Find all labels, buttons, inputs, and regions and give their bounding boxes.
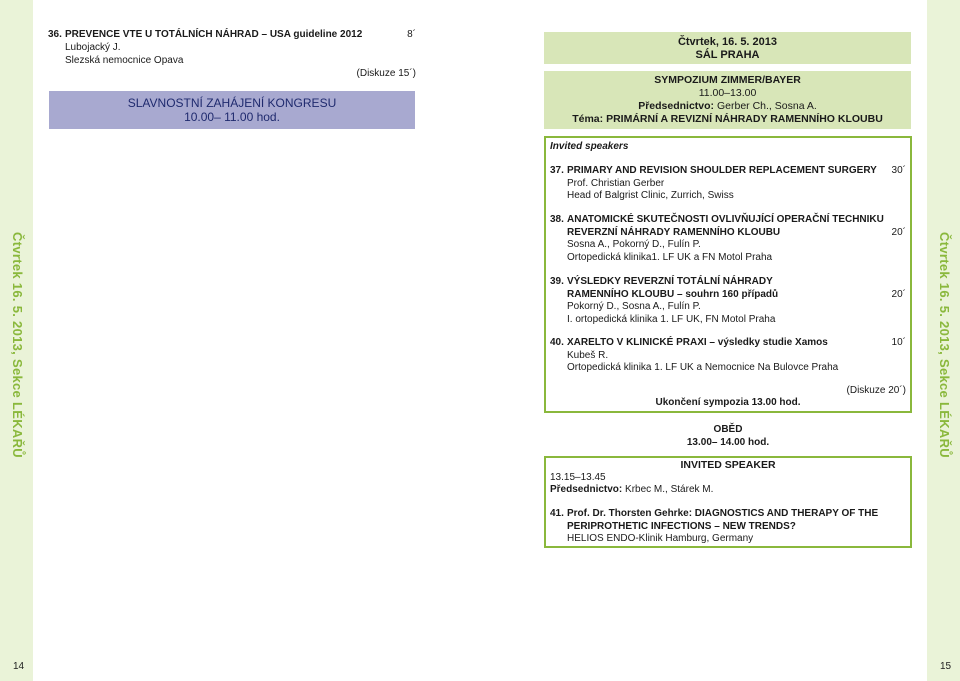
symposium-end: Ukončení sympozia 13.00 hod. <box>655 397 801 408</box>
item-title-2: RAMENNÍHO KLOUBU – souhrn 160 případů <box>567 288 779 300</box>
chair-label: Předsednictvo: <box>550 484 623 495</box>
symposium-program-box <box>544 136 912 413</box>
lunch-block <box>544 424 912 449</box>
item-number: 41. <box>550 508 564 519</box>
item-duration: 20´ <box>891 226 906 238</box>
symposium-chair <box>544 100 911 113</box>
item-author: Lubojacký J. <box>65 42 121 53</box>
opening-title: SLAVNOSTNÍ ZAHÁJENÍ KONGRESU <box>127 96 337 110</box>
item-author: Sosna A., Pokorný D., Fulín P. <box>567 239 701 250</box>
theme-text: PRIMÁRNÍ A REVIZNÍ NÁHRADY RAMENNÍHO KLOUBU <box>606 113 883 125</box>
item-discussion: (Diskuze 15´) <box>356 68 416 79</box>
symposium-box <box>544 71 911 129</box>
opening-ceremony-box <box>49 91 415 129</box>
item-institution: Ortopedická klinika1. LF UK a FN Motol Praha <box>567 251 773 263</box>
item-author: Pokorný D., Sosna A., Fulín P. <box>567 301 701 312</box>
day-header-box <box>544 32 911 64</box>
item-institution: Head of Balgrist Clinic, Zurrich, Swiss <box>567 190 734 201</box>
item-institution: Ortopedická klinika 1. LF UK a Nemocnice Na Bulovce Praha <box>567 362 839 373</box>
item-institution: I. ortopedická klinika 1. LF UK, FN Motol Praha <box>567 313 776 325</box>
symposium-title: SYMPOZIUM ZIMMER/BAYER <box>654 74 801 86</box>
invited-speaker-time: 13.15–13.45 <box>550 472 606 483</box>
invited-speaker-box <box>544 456 912 548</box>
item-title: Prof. Dr. Thorsten Gehrke: DIAGNOSTICS AND THERAPY OF THE <box>567 508 879 519</box>
item-duration: 8´ <box>407 29 416 40</box>
item-title: PRIMARY AND REVISION SHOULDER REPLACEMENT SURGERY <box>567 165 877 176</box>
program-item-41 <box>550 508 906 544</box>
item-title: ANATOMICKÉ SKUTEČNOSTI OVLIVŇUJÍCÍ OPERAČNÍ TECHNIKU <box>567 214 884 225</box>
theme-label: Téma: <box>572 113 604 125</box>
chair-names: Krbec M., Stárek M. <box>625 484 714 495</box>
item-duration: 30´ <box>891 165 906 176</box>
day-date: Čtvrtek, 16. 5. 2013 <box>677 36 778 48</box>
program-item-37 <box>550 165 906 205</box>
item-institution: Slezská nemocnice Opava <box>65 55 184 66</box>
lunch-time: 13.00– 14.00 hod. <box>686 436 770 448</box>
item-number: 40. <box>550 337 564 348</box>
item-author: Kubeš R. <box>567 349 609 361</box>
program-item-38 <box>550 214 906 266</box>
invited-speaker-chair <box>550 484 713 495</box>
item-duration: 10´ <box>891 337 906 348</box>
item-author: Prof. Christian Gerber <box>567 177 665 189</box>
program-item-36 <box>48 29 416 81</box>
item-title-2: REVERZNÍ NÁHRADY RAMENNÍHO KLOUBU <box>567 226 781 238</box>
hall-name: SÁL PRAHA <box>695 49 760 61</box>
invited-speaker-heading: INVITED SPEAKER <box>680 459 776 471</box>
item-number: 38. <box>550 214 564 225</box>
page-number-left: 14 <box>13 661 25 672</box>
left-side-label: Čtvrtek 16. 5. 2013, Sekce LÉKAŘŮ <box>10 232 25 458</box>
item-number: 36. <box>48 29 62 40</box>
item-number: 39. <box>550 276 564 287</box>
item-title: VÝSLEDKY REVERZNÍ TOTÁLNÍ NÁHRADY <box>567 276 773 287</box>
item-title: PREVENCE VTE U TOTÁLNÍCH NÁHRAD – USA guideline 2012 <box>65 29 363 40</box>
chair-names: Gerber Ch., Sosna A. <box>716 100 817 112</box>
lunch-title: OBĚD <box>713 424 743 435</box>
page-number-right: 15 <box>940 661 952 672</box>
program-item-40 <box>550 337 906 377</box>
item-institution: HELIOS ENDO-Klinik Hamburg, Germany <box>567 533 754 544</box>
item-number: 37. <box>550 165 564 176</box>
item-duration: 20´ <box>891 288 906 300</box>
program-item-39 <box>550 276 906 328</box>
chair-label: Předsednictvo: <box>638 100 715 112</box>
opening-time: 10.00– 11.00 hod. <box>184 110 280 124</box>
symposium-discussion: (Diskuze 20´) <box>846 385 906 396</box>
invited-speakers-label: Invited speakers <box>550 141 629 152</box>
symposium-time: 11.00–13.00 <box>698 87 757 99</box>
symposium-theme <box>544 113 911 126</box>
item-title-2: PERIPROTHETIC INFECTIONS – NEW TRENDS? <box>567 520 796 532</box>
right-side-label: Čtvrtek 16. 5. 2013, Sekce LÉKAŘŮ <box>937 232 952 458</box>
item-title: XARELTO V KLINICKÉ PRAXI – výsledky studie Xamos <box>567 337 828 348</box>
